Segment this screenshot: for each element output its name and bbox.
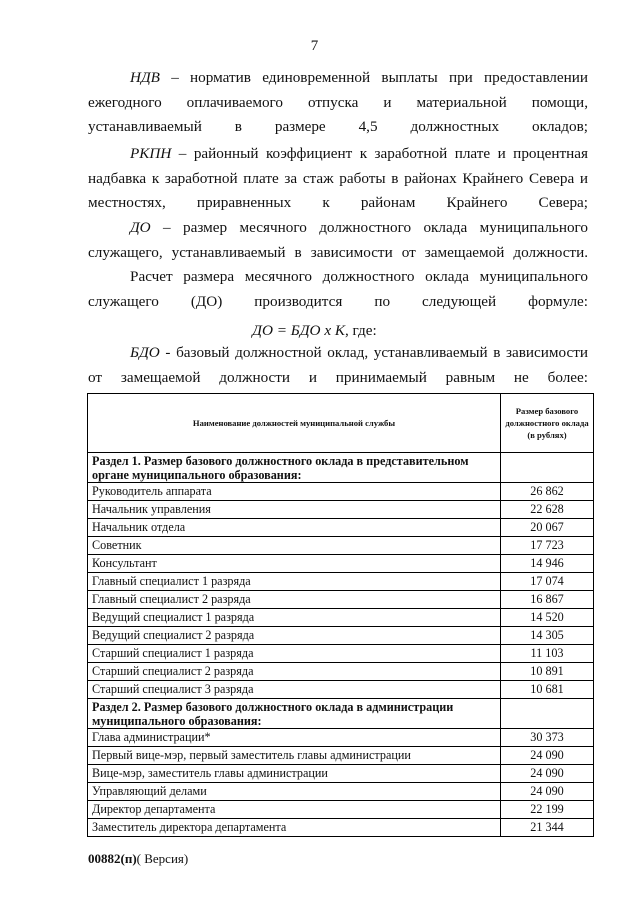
formula-suffix: , где: bbox=[344, 322, 377, 339]
position-name: Управляющий делами bbox=[88, 783, 501, 801]
header-base-salary: Размер базового должностного оклада (в рублях) bbox=[501, 394, 594, 453]
base-salary-value: 24 090 bbox=[501, 747, 594, 765]
term-rkpn: РКПН bbox=[130, 145, 172, 162]
bdo-definition: - базовый должностной оклад, устанавливаемый в зависимости от замещаемой должности и принимаемый равным не более: bbox=[88, 344, 588, 386]
section-1-header bbox=[88, 453, 594, 483]
base-salary-value: 17 074 bbox=[501, 573, 594, 591]
table-row bbox=[88, 501, 594, 519]
position-name: Ведущий специалист 1 разряда bbox=[88, 609, 501, 627]
base-salary-value: 30 373 bbox=[501, 729, 594, 747]
table-row bbox=[88, 555, 594, 573]
position-name: Советник bbox=[88, 537, 501, 555]
position-name: Старший специалист 1 разряда bbox=[88, 645, 501, 663]
term-do: ДО bbox=[130, 219, 151, 236]
base-salary-value: 26 862 bbox=[501, 483, 594, 501]
table-row bbox=[88, 519, 594, 537]
table-row bbox=[88, 681, 594, 699]
term-ndv: НДВ bbox=[130, 69, 160, 86]
position-name: Старший специалист 3 разряда bbox=[88, 681, 501, 699]
document-code: 00882(п) bbox=[88, 851, 137, 866]
position-name: Руководитель аппарата bbox=[88, 483, 501, 501]
table-row bbox=[88, 591, 594, 609]
rkpn-definition: – районный коэффициент к заработной плате и процентная надбавка к заработной плате за стаж работы в районах Крайнего Севера и местностях, приравненных к районам Крайнего Севера; bbox=[88, 145, 588, 211]
footer bbox=[88, 851, 188, 867]
base-salary-value: 14 946 bbox=[501, 555, 594, 573]
paragraph-do bbox=[88, 216, 588, 265]
paragraph-calculation: Расчет размера месячного должностного оклада муниципального служащего (ДО) производится по следующей формуле: bbox=[88, 268, 588, 310]
table-row bbox=[88, 663, 594, 681]
section-2-header bbox=[88, 699, 594, 729]
position-name: Глава администрации* bbox=[88, 729, 501, 747]
position-name: Ведущий специалист 2 разряда bbox=[88, 627, 501, 645]
base-salary-value: 14 305 bbox=[501, 627, 594, 645]
do-definition: – размер месячного должностного оклада муниципального служащего, устанавливаемый в зависимости от замещаемой должности. bbox=[88, 219, 588, 261]
position-name: Директор департамента bbox=[88, 801, 501, 819]
section-1-title: Раздел 1. Размер базового должностного оклада в представительном органе муниципального образования: bbox=[88, 453, 501, 483]
position-name: Первый вице-мэр, первый заместитель главы администрации bbox=[88, 747, 501, 765]
document-version: ( Версия) bbox=[136, 851, 189, 866]
base-salary-value: 22 199 bbox=[501, 801, 594, 819]
table-row bbox=[88, 747, 594, 765]
table-row bbox=[88, 483, 594, 501]
ndv-definition: – норматив единовременной выплаты при предоставлении ежегодного оплачиваемого отпуска и материальной помощи, устанавливаемый в размере 4,5 должностных окладов; bbox=[88, 69, 588, 135]
table-row bbox=[88, 801, 594, 819]
header-position-name: Наименование должностей муниципальной службы bbox=[88, 394, 501, 453]
formula bbox=[0, 322, 629, 340]
position-name: Вице-мэр, заместитель главы администрации bbox=[88, 765, 501, 783]
table-row bbox=[88, 537, 594, 555]
table-row bbox=[88, 729, 594, 747]
base-salary-value: 20 067 bbox=[501, 519, 594, 537]
term-bdo: БДО bbox=[130, 344, 160, 361]
paragraph-rkpn bbox=[88, 142, 588, 216]
table-header-row bbox=[88, 394, 594, 453]
position-name: Главный специалист 1 разряда bbox=[88, 573, 501, 591]
page-number: 7 bbox=[310, 38, 319, 54]
position-name: Заместитель директора департамента bbox=[88, 819, 501, 837]
position-name: Начальник отдела bbox=[88, 519, 501, 537]
table-row bbox=[88, 645, 594, 663]
base-salary-value: 11 103 bbox=[501, 645, 594, 663]
base-salary-value: 17 723 bbox=[501, 537, 594, 555]
table-row bbox=[88, 627, 594, 645]
table-body bbox=[88, 453, 594, 837]
base-salary-value: 14 520 bbox=[501, 609, 594, 627]
table-row bbox=[88, 765, 594, 783]
base-salary-value: 16 867 bbox=[501, 591, 594, 609]
paragraph-ndv bbox=[88, 66, 588, 140]
base-salary-value: 10 681 bbox=[501, 681, 594, 699]
section-2-empty-cell bbox=[501, 699, 594, 729]
table-row bbox=[88, 573, 594, 591]
table-row bbox=[88, 783, 594, 801]
position-name: Начальник управления bbox=[88, 501, 501, 519]
base-salary-value: 21 344 bbox=[501, 819, 594, 837]
formula-expression: ДО = БДО х К bbox=[252, 322, 345, 339]
base-salary-value: 22 628 bbox=[501, 501, 594, 519]
section-1-empty-cell bbox=[501, 453, 594, 483]
position-name: Главный специалист 2 разряда bbox=[88, 591, 501, 609]
position-name: Консультант bbox=[88, 555, 501, 573]
base-salary-value: 24 090 bbox=[501, 783, 594, 801]
base-salary-value: 10 891 bbox=[501, 663, 594, 681]
section-2-title: Раздел 2. Размер базового должностного оклада в администрации муниципального образования: bbox=[88, 699, 501, 729]
position-name: Старший специалист 2 разряда bbox=[88, 663, 501, 681]
salary-table bbox=[87, 393, 594, 837]
base-salary-value: 24 090 bbox=[501, 765, 594, 783]
paragraph-bdo bbox=[88, 341, 588, 390]
table-row bbox=[88, 609, 594, 627]
table-row bbox=[88, 819, 594, 837]
